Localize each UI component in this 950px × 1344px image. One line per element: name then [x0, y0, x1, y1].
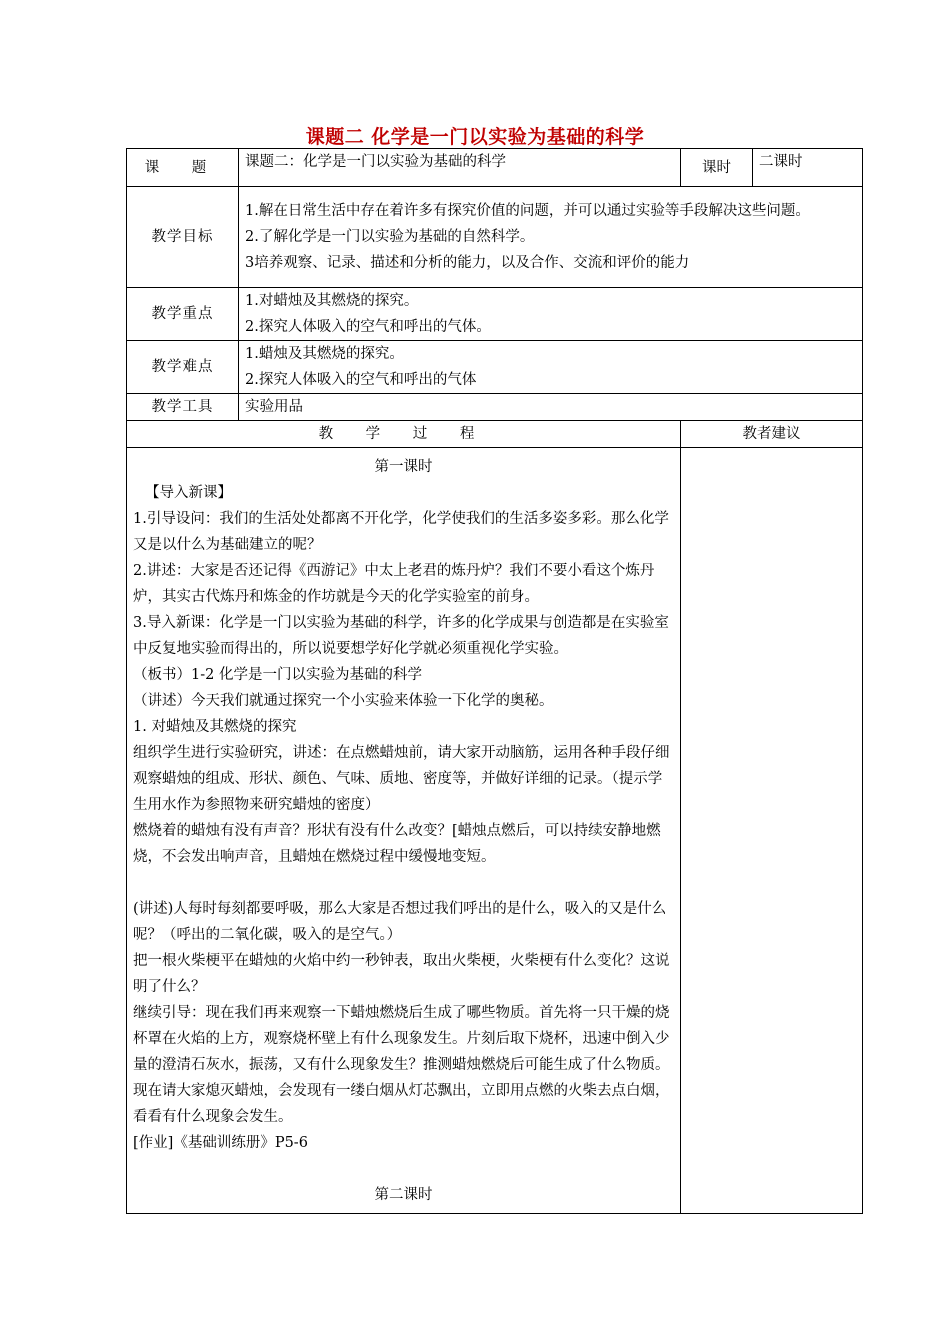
goal-item: 1.解在日常生活中存在着许多有探究价值的问题，并可以通过实验等手段解决这些问题。: [245, 203, 810, 219]
tools-row: [127, 394, 863, 421]
process-paragraph: 继续引导：现在我们再来观察一下蜡烛燃烧后生成了哪些物质。首先将一只干燥的烧杯罩在火焰的上方，观察烧杯壁上有什么现象发生。片刻后取下烧杯，迅速中倒入少量的澄清石灰水，振荡，又有什么现象发生？推测蜡烛燃烧后可能生成了什么物质。: [133, 1004, 670, 1073]
topic-value: 课题二：化学是一门以实验为基础的科学: [239, 149, 681, 187]
key-points-row: [127, 288, 863, 341]
goal-item: 3培养观察、记录、描述和分析的能力，以及合作、交流和评价的能力: [245, 255, 690, 271]
process-header-row: [127, 421, 863, 448]
goals-content: [239, 187, 863, 288]
key-point-item: 2.探究人体吸入的空气和呼出的气体。: [245, 319, 491, 335]
page-title: 课题二 化学是一门以实验为基础的科学: [305, 126, 645, 148]
process-paragraph: (讲述)人每时每刻都要呼吸，那么大家是否想过我们呼出的是什么，吸入的又是什么呢？（呼出的二氧化碳，吸入的是空气。）: [133, 900, 667, 943]
process-paragraph: 现在请大家熄灭蜡烛，会发现有一缕白烟从灯芯飘出，立即用点燃的火柴去点白烟，看看有什么现象会发生。: [133, 1082, 670, 1125]
key-point-item: 1.对蜡烛及其燃烧的探究。: [245, 293, 419, 309]
key-points-content: [239, 288, 863, 341]
process-paragraph: 把一根火柴梗平在蜡烛的火焰中约一秒钟表，取出火柴梗，火柴梗有什么变化？这说明了什么？: [133, 952, 670, 995]
goal-item: 2.了解化学是一门以实验为基础的自然科学。: [245, 229, 535, 245]
period-value: 二课时: [753, 149, 863, 187]
difficult-points-content: [239, 341, 863, 394]
process-paragraph: 燃烧着的蜡烛有没有声音？形状有没有什么改变？[蜡烛点燃后，可以持续安静地燃烧，不会发出响声音，且蜡烛在燃烧过程中缓慢地变短。: [133, 822, 661, 865]
process-paragraph: 1. 对蜡烛及其燃烧的探究: [133, 718, 297, 735]
process-paragraph: （讲述）今天我们就通过探究一个小实验来体验一下化学的奥秘。: [133, 692, 554, 709]
advice-header: 教者建议: [681, 421, 863, 448]
tools-value: 实验用品: [239, 394, 863, 421]
difficult-points-label: 教学难点: [127, 341, 239, 394]
blank-line: [133, 870, 674, 896]
topic-label: 课 题: [127, 149, 239, 187]
process-paragraph: 3.导入新课：化学是一门以实验为基础的科学，许多的化学成果与创造都是在实验室中反复地实验而得出的，所以说要想学好化学就必须重视化学实验。: [133, 614, 669, 657]
difficult-point-item: 1.蜡烛及其燃烧的探究。: [245, 346, 404, 362]
difficult-point-item: 2.探究人体吸入的空气和呼出的气体: [245, 372, 477, 388]
period-label: 课时: [681, 149, 753, 187]
key-points-label: 教学重点: [127, 288, 239, 341]
process-body-row: [127, 448, 863, 1214]
process-content: [127, 448, 681, 1214]
homework-line: [作业]《基础训练册》P5-6: [133, 1134, 308, 1151]
process-paragraph: 组织学生进行实验研究，讲述：在点燃蜡烛前，请大家开动脑筋，运用各种手段仔细观察蜡烛的组成、形状、颜色、气味、质地、密度等，并做好详细的记录。（提示学生用水作为参照物来研究蜡烛的密度）: [133, 744, 670, 813]
advice-content: [681, 448, 863, 1214]
blank-line: [133, 1156, 674, 1182]
intro-heading: 【导入新课】: [145, 484, 232, 501]
goals-row: [127, 187, 863, 288]
difficult-points-row: [127, 341, 863, 394]
process-paragraph: （板书）1-2 化学是一门以实验为基础的科学: [133, 666, 422, 683]
first-period-heading: 第一课时: [374, 458, 433, 475]
process-header: 教 学 过 程: [127, 421, 681, 448]
tools-label: 教学工具: [127, 394, 239, 421]
process-paragraph: 2.讲述：大家是否还记得《西游记》中太上老君的炼丹炉？我们不要小看这个炼丹炉，其实古代炼丹和炼金的作坊就是今天的化学实验室的前身。: [133, 562, 655, 605]
goals-label: 教学目标: [127, 187, 239, 288]
process-paragraph: 1.引导设问：我们的生活处处都离不开化学，化学使我们的生活多姿多彩。那么化学又是以什么为基础建立的呢？: [133, 510, 669, 553]
second-period-heading: 第二课时: [374, 1186, 433, 1203]
topic-row: [127, 149, 863, 187]
lesson-plan-table: [126, 148, 863, 1214]
